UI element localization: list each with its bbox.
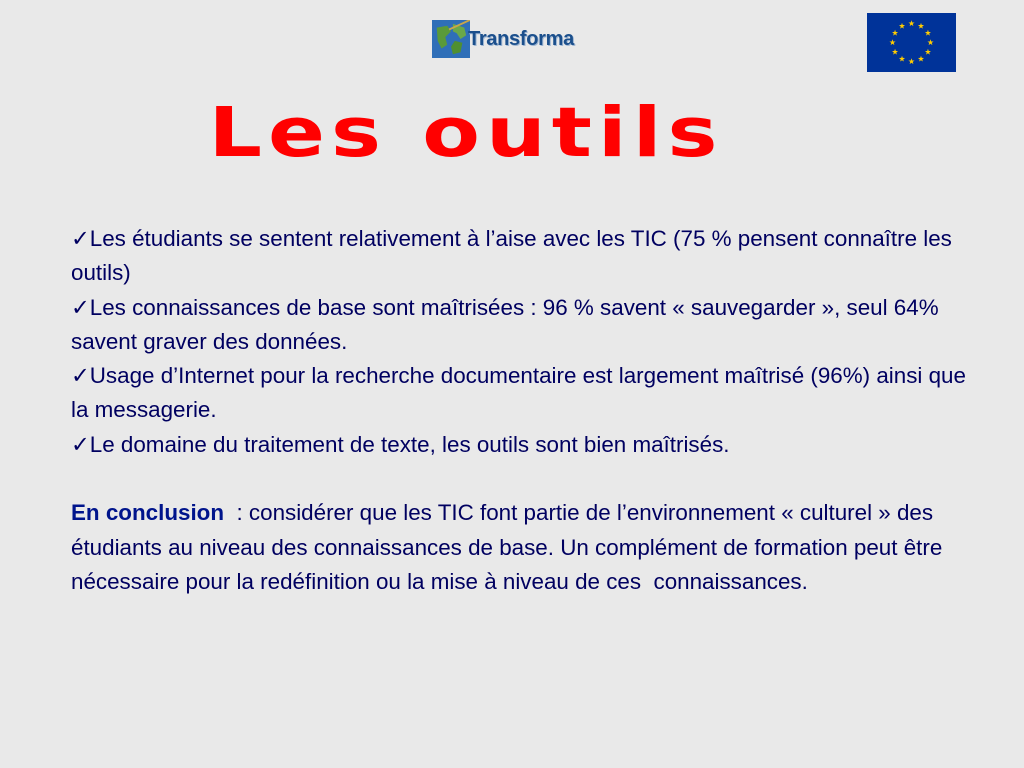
spacer bbox=[71, 462, 976, 496]
page-title: Les outils bbox=[208, 92, 724, 173]
bullet-text: Les étudiants se sentent relativement à l’aise avec les TIC (75 % pensent connaître les outils) bbox=[71, 226, 952, 286]
transforma-logo bbox=[432, 20, 574, 58]
bullet-text: Le domaine du traitement de texte, les outils sont bien maîtrisés. bbox=[89, 431, 730, 457]
bullet-item bbox=[71, 222, 976, 291]
bullet-item bbox=[71, 359, 976, 428]
bullet-text: Les connaissances de base sont maîtrisées : 96 % savent « sauvegarder », seul 64% savent graver des données. bbox=[71, 294, 939, 354]
logo-text: Transforma bbox=[468, 27, 574, 50]
slide-body bbox=[71, 222, 976, 599]
check-icon: ✓ bbox=[71, 431, 90, 457]
check-icon: ✓ bbox=[71, 226, 90, 251]
conclusion-label: En conclusion bbox=[71, 500, 225, 526]
check-icon: ✓ bbox=[71, 294, 90, 320]
conclusion-text: : considérer que les TIC font partie de l’environnement « culturel » des étudiants au niveau des connaissances de base. Un complément de formation peut être nécessaire pour la redéfinition ou la mise à niveau de ces connaissances. bbox=[71, 500, 949, 594]
bullet-item bbox=[71, 291, 976, 360]
bullet-text: Usage d’Internet pour la recherche documentaire est largement maîtrisé (96%) ainsi que la messagerie. bbox=[71, 363, 966, 423]
bullet-list bbox=[71, 222, 976, 462]
conclusion-paragraph bbox=[71, 496, 976, 599]
check-icon: ✓ bbox=[71, 363, 90, 389]
eu-flag-icon bbox=[867, 13, 956, 72]
bullet-item bbox=[71, 428, 976, 462]
globe-icon bbox=[432, 20, 470, 58]
